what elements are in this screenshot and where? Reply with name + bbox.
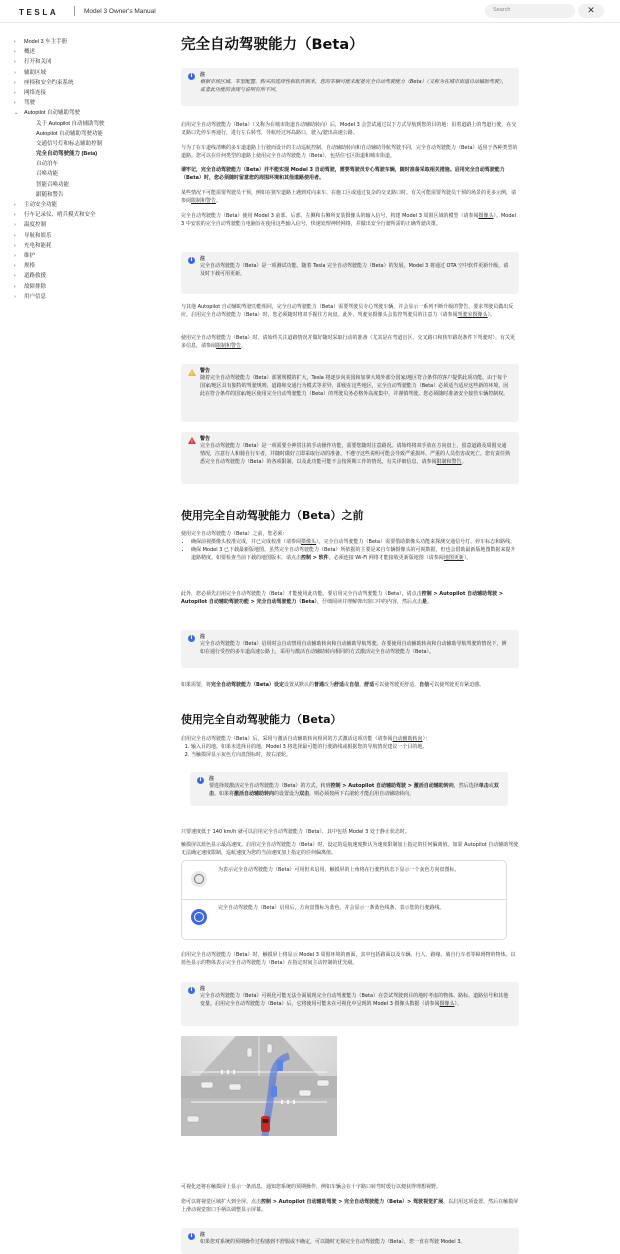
option: 舒适 — [364, 682, 375, 688]
sidebar-item-label: Autopilot 自动辅助驾驶 — [24, 110, 80, 117]
sidebar-item-label: 导航和娱乐 — [24, 232, 52, 239]
sidebar-item[interactable] — [14, 261, 164, 271]
text: 完全自动驾驶能力（Beta）使用 Model 3 前部、后部、左侧和右侧所安装摄像头的输入信号，构建 Model 3 周围区域的模型（请参阅 — [181, 213, 479, 219]
limits-link[interactable]: 限制和警告 — [191, 197, 217, 204]
chevron-right-icon[interactable]: › — [14, 273, 16, 280]
sidebar-item-label: 打开和关闭 — [24, 59, 52, 66]
icon-table — [181, 860, 507, 940]
option: 舒适 — [334, 682, 345, 688]
visualization-note — [181, 982, 519, 1026]
sidebar-item[interactable] — [14, 220, 164, 230]
cameras-paragraph — [181, 213, 519, 229]
page-title: 完全自动驾驶能力（Beta） — [181, 37, 364, 53]
fsd-visualization-image — [181, 1036, 337, 1136]
text: ）。 — [454, 1000, 463, 1007]
intervention-paragraph — [181, 190, 519, 206]
chevron-right-icon[interactable]: › — [14, 222, 16, 229]
text: 某些情况下可能需要驾驶员干预，例如在狭窄道路上遇到对向来车、在施工区或通过复杂的交叉路口时。有关可能需要驾驶员干预的场景的更多示例，请参阅 — [181, 190, 517, 204]
text: 启用完全自动驾驶能力（Beta）后，采用与激活自动辅助转向相同的方式激活这项功能（请参阅 — [181, 736, 393, 742]
profile-paragraph — [181, 682, 519, 690]
icon-description: 完全自动驾驶能力（Beta）启用后，方向盘图标为蓝色，并会显示一条蓝色线条，表示您的行驶路线。 — [218, 905, 445, 911]
chevron-right-icon[interactable]: › — [14, 202, 16, 208]
note-text — [209, 783, 500, 799]
sidebar-item[interactable] — [14, 139, 164, 149]
chevron-right-icon[interactable]: › — [14, 293, 16, 300]
search-placeholder: Search — [493, 7, 511, 13]
chevron-right-icon[interactable]: › — [14, 39, 16, 45]
cameras-link[interactable]: 摄像头 — [478, 213, 494, 219]
note-label: 注 — [200, 1232, 206, 1238]
text: 可以使驾驶更有紧迫感。 — [429, 682, 485, 688]
limits-link[interactable]: 限制和警告 — [216, 342, 242, 349]
intro-paragraph: 启用完全自动驾驶能力（Beta）（又称为在城市街道自动辅助转向）后，Model 3 会尝试通过以下方式导航到您的目的地：沿着道路上的弯道行驶，在交叉路口先停车再通行，进行左右转弯，导航经过环岛路口，驶入/驶出高速公路。 — [181, 122, 517, 136]
menu-path: 控制 > 软件 — [301, 554, 329, 561]
sidebar-item-label: 驾驶 — [24, 100, 36, 107]
sidebar-item-label: 完全自动驾驶能力 (Beta) — [36, 151, 98, 158]
manual-title[interactable]: Model 3 Owner's Manual — [84, 8, 156, 15]
option: 单击 — [478, 783, 489, 789]
text: 您可以将视觉区域扩大到全屏。点击 — [181, 1199, 262, 1205]
option: 自信 — [349, 682, 360, 688]
text: 。 — [427, 598, 433, 605]
menu-path: 控制 > Autopilot 自动辅助驾驶 > 完全自动驾驶能力（Beta）> 驾驶视觉扩展 — [261, 1199, 444, 1205]
step-item: 2. 当触摸屏显示灰色方向盘图标时，按右滚轮。 — [191, 752, 519, 760]
text: 。 — [241, 342, 247, 349]
sidebar-item-label: 网络连接 — [24, 89, 47, 96]
search-input[interactable] — [485, 4, 575, 18]
chevron-right-icon[interactable]: › — [14, 283, 16, 290]
use-intro — [181, 736, 519, 744]
note-label: 注 — [200, 986, 206, 992]
note-label: 注 — [200, 256, 206, 262]
sidebar-item[interactable] — [14, 210, 164, 220]
text: 完全自动驾驶能力（Beta）是一项需要全神贯注的手动操作功能，需要您随时注意路况。请始终将双手放在方向盘上，留意道路及周围交通情况，注意行人和骑自行车者，并随时做好立即采取行动的准备。不遵守这些说明可能会导致严重损坏、严重的人员伤害或死亡。您有责任熟悉完全自动驾驶能力（Beta）的各项限制，以及此功能可能不会按预期工作的情况。有关详细信息，请参阅 — [200, 443, 511, 465]
sidebar-item-label: 自动泊车 — [36, 161, 59, 168]
text: ）。完全自动驾驶能力（Beta）需要借助摄像头功能来探测交通信号灯、停车标志和路线。 — [316, 539, 516, 545]
text: 与其他 Autopilot 自动辅助驾驶功能相同，完全自动驾驶能力（Beta）需要驾驶员专心驾驶车辆，并会显示一系列不断升级的警告，要求驾驶员做出反应。启用完全自动驾驶能力（Beta）时，您必须随时将双手握住方向盘。此外，驾驶室摄像头会监控驾驶员的注意力（请参阅 — [181, 304, 514, 318]
chevron-right-icon[interactable]: › — [14, 252, 16, 259]
sidebar-item[interactable] — [14, 108, 164, 118]
icon-description: 为表示完全自动驾驶能力（Beta）可用但未启用，触摸屏的上角将在行驶档状态下显示一个灰色方向盘图标。 — [218, 867, 460, 873]
text: ，以启用这项设置。然后在触摸屏上滑动视觉窗口手柄以调整显示屏幕。 — [181, 1199, 519, 1213]
chevron-down-icon[interactable]: ⌄ — [14, 110, 19, 117]
info-icon: i — [188, 1233, 195, 1240]
sidebar-item-label: 辅助区域 — [24, 69, 47, 76]
text: 。 — [359, 682, 365, 688]
sidebar-item[interactable] — [14, 251, 164, 261]
text: 设置从默认的 — [283, 682, 314, 688]
info-icon: i — [188, 73, 195, 80]
text: 此外，您必须先启用完全自动驾驶能力（Beta）才能使用此功能。要启用完全自动驾驶能力（Beta），请点击 — [181, 591, 422, 597]
option: 双击 — [299, 790, 310, 797]
expand-paragraph — [181, 1199, 519, 1215]
sidebar-item-label: 概述 — [24, 49, 36, 56]
text: 。 — [461, 458, 467, 465]
sidebar-item[interactable] — [14, 190, 164, 200]
sidebar-item[interactable] — [14, 149, 164, 159]
visualization-paragraph: 启用完全自动驾驶能力（Beta）时，触摸屏上将显示 Model 3 周围环境的画面，其中包括路面以及车辆、行人、路缘、骑自行车者等障碍物的物体。以蓝色显示的物体表示完全自动驾驶能力（Beta）在指定时间主动控制的优先级。 — [181, 952, 516, 966]
chevron-right-icon[interactable]: › — [14, 49, 16, 56]
screen-paragraph: 触摸屏以蓝色显示最高速度。启用完全自动驾驶能力（Beta）时，设定的巡航速度默认为速度限制加上指定的任何偏离值。如果 Autopilot 自动辅助驾驶无法确定速度限制，巡航速度为您的当前速度加上指定的任何偏离值。 — [181, 842, 519, 856]
sidebar-nav — [14, 37, 164, 302]
sidebar-item-label: Autopilot 自动辅助驾驶功能 — [36, 130, 103, 137]
sidebar-item[interactable] — [14, 282, 164, 292]
note-text: 如果您对系统的预期操作过程感到不舒服或不确定，可以随时无视完全自动驾驶能力（Beta），您一直在驾驶 Model 3。 — [200, 1239, 466, 1245]
warning-label: 警告 — [200, 436, 211, 442]
sidebar-item-label: 座椅和安全约束系统 — [24, 79, 74, 86]
menu-path: 控制 > Autopilot 自动辅助驾驶 > Autopilot 自动辅助驾驶功能 > 完全自动驾驶能力（Beta） — [181, 591, 504, 605]
sidebar-item[interactable] — [14, 241, 164, 251]
sidebar-item[interactable] — [14, 88, 164, 98]
chevron-right-icon[interactable]: › — [14, 100, 16, 107]
warning-box-2 — [181, 432, 519, 484]
sidebar-item[interactable] — [14, 180, 164, 190]
note-text: 完全自动驾驶能力（Beta）启用时会自动禁用自动辅助转向和自动辅助导航驾驶。在要使用自动辅助转向和自动辅助导航驾驶的情况下，例如在通行受控的多车道高速公路上，采用与激活自动辅助转向相同的方式激活完全自动驾驶能力（Beta）。 — [200, 641, 507, 655]
info-icon: i — [188, 257, 195, 264]
sidebar-item-label: 召唤功能 — [36, 171, 59, 178]
text: 确保前视摄像头校准完成，并已完成校准（请参阅 — [191, 539, 302, 545]
text: ）。Model 3 中安装的完全自动驾驶能力电脑旨在使用这些输入信号，快速处理神经网络，并做出安全行驶所需的正确驾驶决策。 — [181, 213, 516, 227]
section-heading-use: 使用完全自动驾驶能力（Beta） — [181, 713, 342, 726]
sidebar-item[interactable] — [14, 98, 164, 108]
visualization-graphic — [181, 1036, 337, 1136]
autosteer-link[interactable]: 自动辅助转向 — [392, 736, 423, 742]
sidebar-item[interactable] — [14, 200, 164, 210]
chevron-right-icon[interactable]: › — [14, 79, 16, 86]
map-updates-link[interactable]: 地图更新 — [443, 554, 464, 561]
sidebar-item[interactable] — [14, 271, 164, 281]
chevron-right-icon[interactable]: › — [14, 212, 16, 219]
setting-name: 完全自动驾驶能力（Beta）设定 — [211, 682, 284, 688]
sidebar-item[interactable] — [14, 231, 164, 241]
message-paragraph: 可视化还将在触摸屏上显示一条消息，通知您系统的预期操作，例如车辆会在十字路口转弯时缓行以便获得理想视野。 — [181, 1184, 442, 1190]
chevron-right-icon[interactable]: › — [14, 242, 16, 249]
text: 要选择按激活完全自动驾驶能力（Beta）的方式，转到 — [209, 783, 331, 789]
sidebar-item-label: 主动安全功能 — [24, 202, 58, 208]
note-text: 根据市场区域、车型配置、购买的选择性和软件版本，您的车辆可能未配备完全自动驾驶能力（Beta）（又称为在城市街道自动辅助驾驶），或者此功能的表现与说明有所不同。 — [200, 79, 507, 93]
sidebar-item-label: 维护 — [24, 252, 36, 259]
speed-paragraph: 只要速度低于 140 km/h 就可以启用完全自动驾驶能力（Beta），其中包括 Model 3 处于静止状态时。 — [181, 829, 410, 835]
header-divider — [74, 6, 75, 16]
tesla-logo[interactable]: TESLA — [19, 8, 59, 17]
sidebar-item[interactable] — [14, 37, 164, 47]
warning-text: 随着完全自动驾驶能力（Beta）部署规模的扩大，Tesla 将逐步向美国和加拿大境外部分国家/地区符合条件的客户提供此项功能。由于每个国家/地区具有独特的驾驶规则、道路和交通行为模式等差异，即使在这些地区，完全自动驾驶能力（Beta）必须适当适应这些新的环境，因此在符合条件的国家/地区使用完全自动驾驶能力（Beta）的驾驶员务必格外高度集中，并谨慎驾驶。您必须随时准备安全接管车辆控制权。 — [200, 375, 509, 397]
yes-label: 是 — [421, 598, 427, 605]
sidebar-item-label: 行车记录仪、哨兵模式和安全 — [24, 212, 96, 219]
chevron-right-icon[interactable]: › — [14, 263, 16, 270]
sidebar-item[interactable] — [14, 68, 164, 78]
chevron-right-icon[interactable]: › — [14, 89, 16, 96]
sidebar-item-label: 用户信息 — [24, 293, 47, 300]
sidebar-item-label: 关于 Autopilot 自动辅助驾驶 — [36, 120, 105, 127]
cameras-link[interactable]: 摄像头 — [439, 1000, 455, 1007]
sidebar-item[interactable] — [14, 78, 164, 88]
sidebar-item[interactable] — [14, 119, 164, 129]
sidebar-item-label: 规格 — [24, 263, 36, 270]
cabin-camera-link[interactable]: 驾驶室摄像头 — [457, 311, 488, 318]
setting-name: 激活自动辅助转向 — [234, 790, 275, 797]
sidebar-item-label: 故障排除 — [24, 283, 47, 290]
info-icon: i — [188, 987, 195, 994]
chevron-right-icon[interactable]: › — [14, 59, 16, 66]
sidebar-item[interactable] — [14, 292, 164, 302]
sidebar-item[interactable] — [14, 57, 164, 67]
text: ）。 — [463, 554, 472, 561]
text: 或 — [344, 682, 350, 688]
enable-paragraph — [181, 591, 519, 607]
list-item — [191, 547, 519, 563]
text: 改为 — [324, 682, 335, 688]
before-list — [181, 539, 519, 562]
cameras-link[interactable]: 摄像头 — [301, 539, 317, 545]
text: 确保 Model 3 已下载最新版地图。虽然完全自动驾驶能力（Beta）所依据的主要是来自车辆摄像头的可视数据，但也会借助最新版地图数据来提升道路精度。如要检查当前下载的地图版本，请点击 — [191, 546, 516, 561]
autosteer-note — [181, 630, 519, 668]
steering-wheel-gray-icon — [191, 871, 207, 887]
text: 使用完全自动驾驶能力（Beta）时，请始终关注道路情况并做好随时采取行动的准备（尤其是在弯道盲区、交叉路口和狭窄路况条件下驾驶时）。有关更多信息，请参阅 — [181, 335, 516, 349]
section-heading-before: 使用完全自动驾驶能力（Beta）之前 — [181, 509, 364, 522]
step-item: 1. 输入目的地。如果未选择目的地，Model 3 将选择最可能的行驶路线或根据您的导航情况建议一个目的地。 — [191, 744, 519, 752]
note-region — [181, 68, 519, 106]
use-steps — [181, 744, 519, 760]
sidebar-item[interactable] — [14, 47, 164, 57]
attention-paragraph: 请牢记，完全自动驾驶能力（Beta）并不能实现 Model 3 自动驾驶，需要驾驶员专心驾驶车辆，随时准备采取相关措施。启用完全自动驾驶能力（Beta）时，您必须随时留意您的周围环境和其他道路使用者。 — [181, 167, 505, 181]
text: 如果需要，将 — [181, 682, 212, 688]
close-button[interactable] — [578, 4, 604, 18]
steering-wheel-blue-icon — [191, 909, 207, 925]
note-label: 注 — [200, 72, 206, 78]
text: 。如果将 — [214, 790, 235, 797]
note-text: 完全自动驾驶能力（Beta）是一项测试功能。随着 Tesla 完全自动驾驶能力（Beta）的发展，Model 3 将通过 OTA 空中软件更新升级。请及时下载可用更新。 — [200, 263, 509, 277]
divider — [182, 899, 506, 900]
text: 可以使驾驶更舒适， — [374, 682, 420, 688]
menu-path: 控制 > Autopilot 自动辅助驾驶 > 激活自动辅助转向 — [330, 783, 454, 789]
note-label: 注 — [200, 634, 206, 640]
sidebar-item[interactable] — [14, 129, 164, 139]
chevron-right-icon[interactable]: › — [14, 69, 16, 76]
top-header — [0, 0, 620, 23]
limits-link[interactable]: 限制和警告 — [436, 458, 462, 465]
warning-text — [200, 443, 511, 466]
sidebar-item-label: 道路救援 — [24, 273, 47, 280]
beta-note — [181, 252, 519, 294]
text: ，则必须按两下右滚轮才能启用自动辅助转向。 — [309, 790, 415, 797]
list-item — [191, 539, 519, 547]
warning-box-1 — [181, 364, 519, 422]
text: ）。 — [487, 311, 496, 318]
caution-icon: ! — [188, 437, 196, 444]
text: ，仔细阅读并理解弹出窗口中的内容，然后点击 — [316, 598, 422, 605]
chevron-right-icon[interactable]: › — [14, 232, 16, 239]
text: ，然后选择 — [453, 783, 479, 789]
option: 自信 — [419, 682, 430, 688]
sidebar-item[interactable] — [14, 169, 164, 179]
text: 的设置设为 — [274, 790, 300, 797]
sidebar-item-label: 温度控制 — [24, 222, 47, 229]
sidebar-item-label: 交通信号灯和标志辅助控制 — [36, 140, 103, 147]
warning-label: 警告 — [200, 368, 211, 374]
road-attention-paragraph — [181, 335, 519, 351]
warning-icon: ! — [188, 369, 196, 376]
option: 双击 — [209, 783, 499, 797]
option: 普通 — [314, 682, 325, 688]
sidebar-item[interactable] — [14, 159, 164, 169]
note-label: 注 — [209, 776, 215, 782]
info-icon: i — [197, 777, 204, 784]
text: 完全自动驾驶能力（Beta）可视化可能无法全面展现完全自动驾驶能力（Beta）在尝试驾驶到目的地时考虑的物体、路标、道路信号和其他变量。启用完全自动驾驶能力（Beta）后，它将使用可能未在可视化中呈现的 Model 3 摄像头数据（请参阅 — [200, 993, 509, 1007]
before-intro: 使用完全自动驾驶能力（Beta）之前，您必须： — [181, 531, 288, 537]
text: 。 — [216, 197, 222, 204]
sidebar-item-label: Model 3 车主手册 — [24, 39, 68, 45]
activation-note — [190, 772, 508, 806]
hands-paragraph — [181, 304, 519, 320]
info-icon: i — [188, 635, 195, 642]
sidebar-item-label: 智能召唤功能 — [36, 181, 70, 188]
sidebar-item-label: 充电和能耗 — [24, 242, 52, 249]
text: 或 — [488, 783, 494, 789]
sidebar-item-label: 跟随和警告 — [36, 191, 64, 198]
text: ）： — [422, 736, 431, 742]
text: 。必须连接 Wi-Fi 网络才能接收更新版地图（请参阅 — [328, 554, 444, 561]
roads-paragraph: 与为了在车道线清晰的多车道道路上行驶而设计的主动巡航控制、自动辅助转向和自动辅助导航驾驶不同，完全自动驾驶能力（Beta）适用于各种类型的道路。您可以在任何类型的道路上使用完全自动驾驶能力（Beta），包括住宅区街道和城市街道。 — [181, 145, 518, 159]
close-icon: ✕ — [587, 6, 595, 16]
note-text — [200, 993, 511, 1009]
override-note — [181, 1228, 519, 1254]
